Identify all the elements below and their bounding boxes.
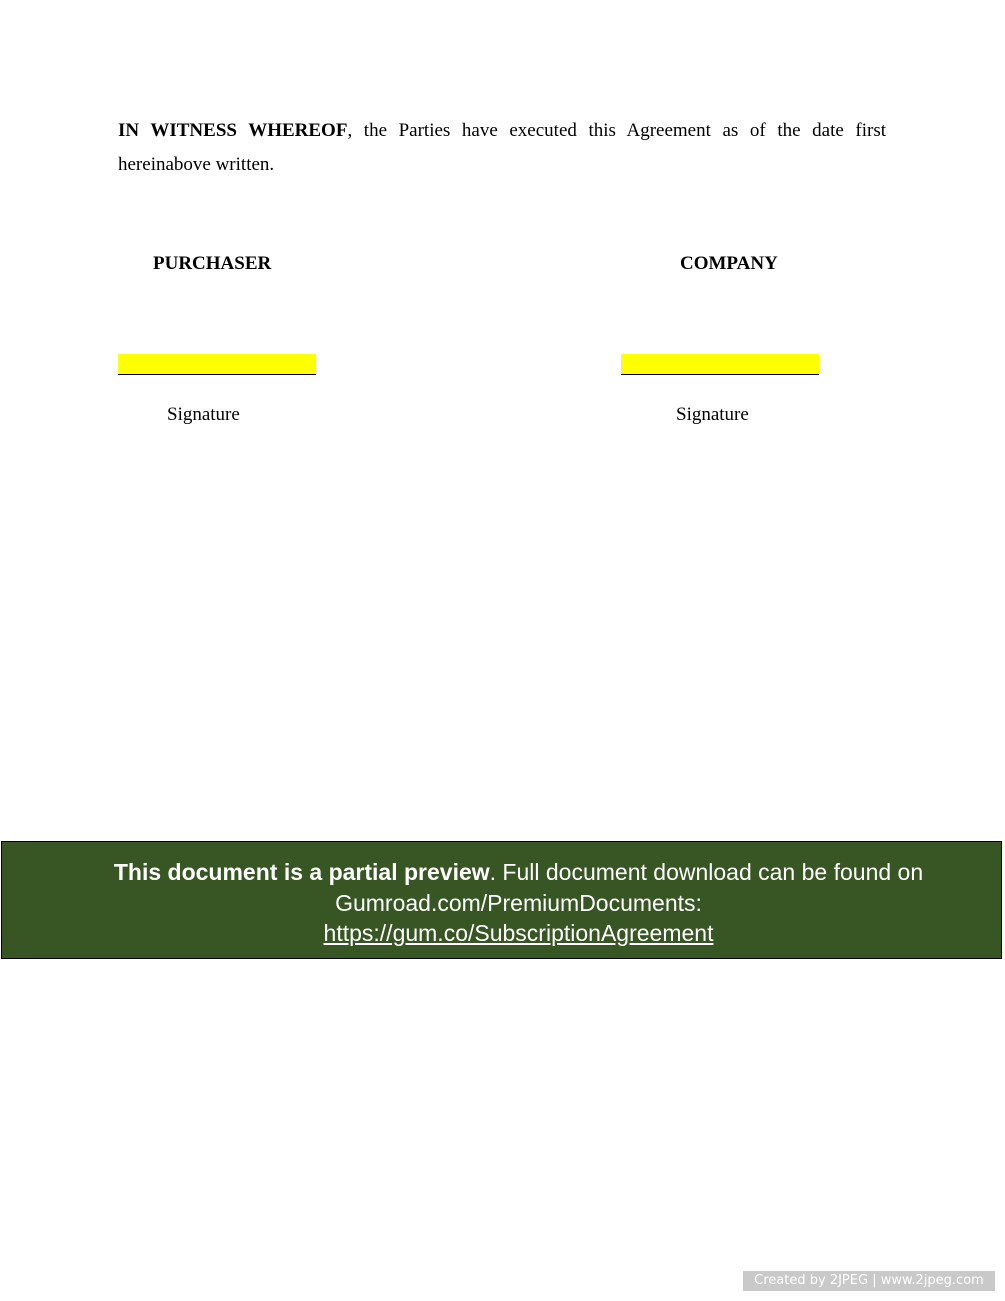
banner-bold-text: This document is a partial preview (113, 859, 490, 885)
purchaser-signature-caption: Signature (167, 404, 240, 425)
download-link[interactable]: https://gum.co/SubscriptionAgreement (323, 920, 714, 946)
company-signature-caption: Signature (676, 404, 749, 425)
watermark-credit: Created by 2JPEG | www.2jpeg.com (743, 1271, 995, 1291)
purchaser-signature-field[interactable] (118, 354, 316, 375)
partial-preview-banner (1, 841, 1002, 959)
company-label: COMPANY (680, 253, 778, 274)
witness-paragraph (118, 114, 886, 182)
company-signature-field[interactable] (621, 354, 819, 375)
witness-text: , the Parties have executed this Agreement as of the date first hereinabove written. (118, 120, 886, 175)
purchaser-label: PURCHASER (153, 253, 272, 274)
witness-bold-lead: IN WITNESS WHEREOF (118, 120, 348, 141)
banner-text: . Full document download can be found on Gumroad.com/PremiumDocuments: (335, 859, 924, 916)
